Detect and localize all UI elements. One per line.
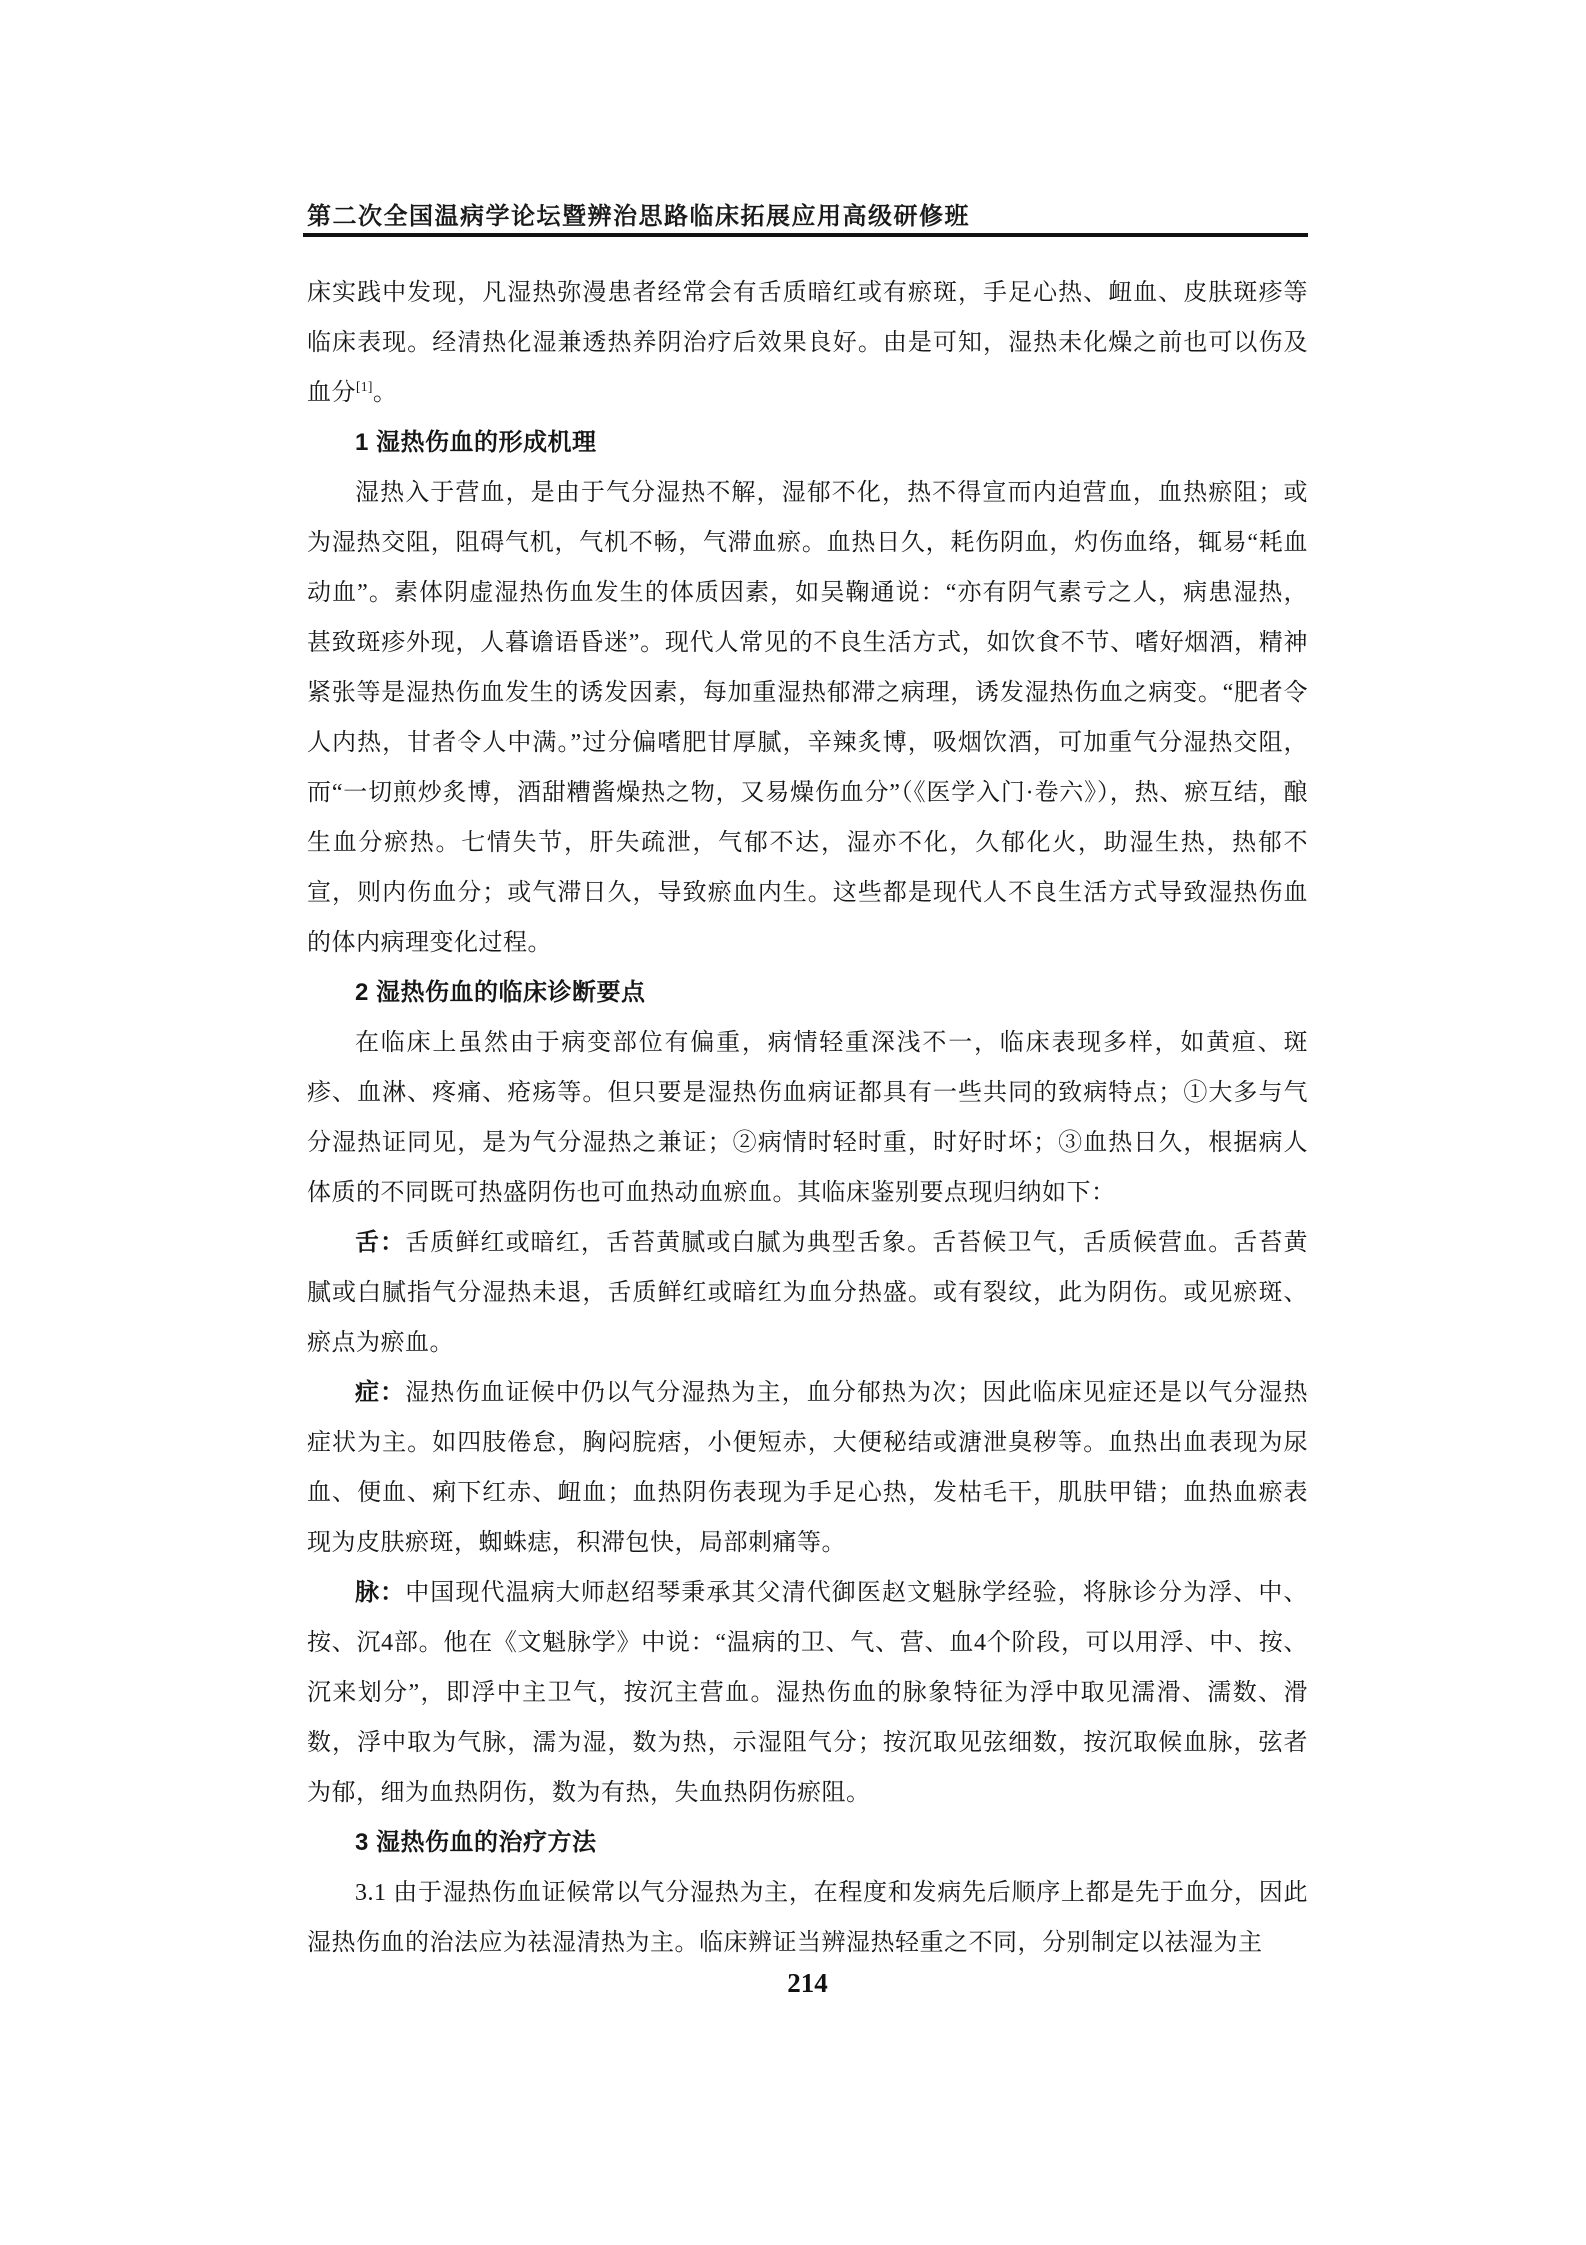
paragraph-symptoms-text: 湿热伤血证候中仍以气分湿热为主，血分郁热为次；因此临床见症还是以气分湿热症状为主。如四肢倦怠，胸闷脘痞，小便短赤，大便秘结或溏泄臭秽等。血热出血表现为尿血、便血、痢下红赤、衄血；血热阴伤表现为手足心热，发枯毛干，肌肤甲错；血热血瘀表现为皮肤瘀斑，蜘蛛痣，积滞包快，局部刺痛等。 (307, 1380, 1309, 1556)
document-body (307, 268, 1308, 1968)
paragraph-symptoms-lead: 症： (355, 1379, 406, 1406)
paragraph-continuation-text: 床实践中发现，凡湿热弥漫患者经常会有舌质暗红或有瘀斑，手足心热、衄血、皮肤斑疹等临床表现。经清热化湿兼透热养阴治疗后效果良好。由是可知，湿热未化燥之前也可以伤及血分 (307, 280, 1308, 406)
paragraph-tongue (307, 1218, 1308, 1368)
paragraph-tongue-text: 舌质鲜红或暗红，舌苔黄腻或白腻为典型舌象。舌苔候卫气，舌质候营血。舌苔黄腻或白腻指气分湿热未退，舌质鲜红或暗红为血分热盛。或有裂纹，此为阴伤。或见瘀斑、瘀点为瘀血。 (307, 1230, 1309, 1356)
section-heading-1: 1 湿热伤血的形成机理 (355, 429, 597, 456)
page-number: 214 (787, 1968, 828, 1998)
paragraph-diagnosis: 在临床上虽然由于病变部位有偏重，病情轻重深浅不一，临床表现多样，如黄疸、斑疹、血淋、疼痛、疮疡等。但只要是湿热伤血病证都具有一些共同的致病特点；①大多与气分湿热证同见，是为气分湿热之兼证；②病情时轻时重，时好时坏；③血热日久，根据病人体质的不同既可热盛阴伤也可血热动血瘀血。其临床鉴别要点现归纳如下： (307, 1030, 1308, 1206)
citation-ref: [1] (356, 379, 373, 394)
paragraph-symptoms (307, 1368, 1308, 1568)
paragraph-mechanism: 湿热入于营血，是由于气分湿热不解，湿郁不化，热不得宣而内迫营血，血热瘀阻；或为湿热交阻，阻碍气机，气机不畅，气滞血瘀。血热日久，耗伤阴血，灼伤血络，辄易“耗血动血”。素体阴虚湿热伤血发生的体质因素，如吴鞠通说：“亦有阴气素亏之人，病患湿热，甚致斑疹外现，人暮谵语昏迷”。现代人常见的不良生活方式，如饮食不节、嗜好烟酒，精神紧张等是湿热伤血发生的诱发因素，每加重湿热郁滞之病理，诱发湿热伤血之病变。“肥者令人内热，甘者令人中满。”过分偏嗜肥甘厚腻，辛辣炙博，吸烟饮酒，可加重气分湿热交阻，而“一切煎炒炙博，酒甜糟酱燥热之物，又易燥伤血分”（《医学入门·卷六》），热、瘀互结，酿生血分瘀热。七情失节，肝失疏泄，气郁不达，湿亦不化，久郁化火，助湿生热，热郁不宣，则内伤血分；或气滞日久，导致瘀血内生。这些都是现代人不良生活方式导致湿热伤血的体内病理变化过程。 (307, 480, 1308, 956)
section-heading-2: 2 湿热伤血的临床诊断要点 (355, 979, 646, 1006)
paragraph-continuation-end: 。 (372, 380, 398, 406)
section-heading-3: 3 湿热伤血的治疗方法 (355, 1829, 597, 1856)
paragraph-pulse-text: 中国现代温病大师赵绍琴秉承其父清代御医赵文魁脉学经验，将脉诊分为浮、中、按、沉4部。他在《文魁脉学》中说：“温病的卫、气、营、血4个阶段，可以用浮、中、按、沉来划分”，即浮中主卫气，按沉主营血。湿热伤血的脉象特征为浮中取见濡滑、濡数、滑数，浮中取为气脉，濡为湿，数为热，示湿阻气分；按沉取见弦细数，按沉取候血脉，弦者为郁，细为血热阴伤，数为有热，失血热阴伤瘀阻。 (307, 1580, 1309, 1806)
paragraph-tongue-lead: 舌： (355, 1229, 406, 1256)
running-header: 第二次全国温病学论坛暨辨治思路临床拓展应用高级研修班 (307, 204, 970, 230)
paragraph-pulse-lead: 脉： (355, 1579, 406, 1606)
paragraph-pulse (307, 1568, 1308, 1818)
header-rule (303, 233, 1308, 237)
paragraph-treatment: 3.1 由于湿热伤血证候常以气分湿热为主，在程度和发病先后顺序上都是先于血分，因此湿热伤血的治法应为祛湿清热为主。临床辨证当辨湿热轻重之不同，分别制定以祛湿为主 (307, 1880, 1308, 1956)
paragraph-continuation (307, 268, 1308, 418)
